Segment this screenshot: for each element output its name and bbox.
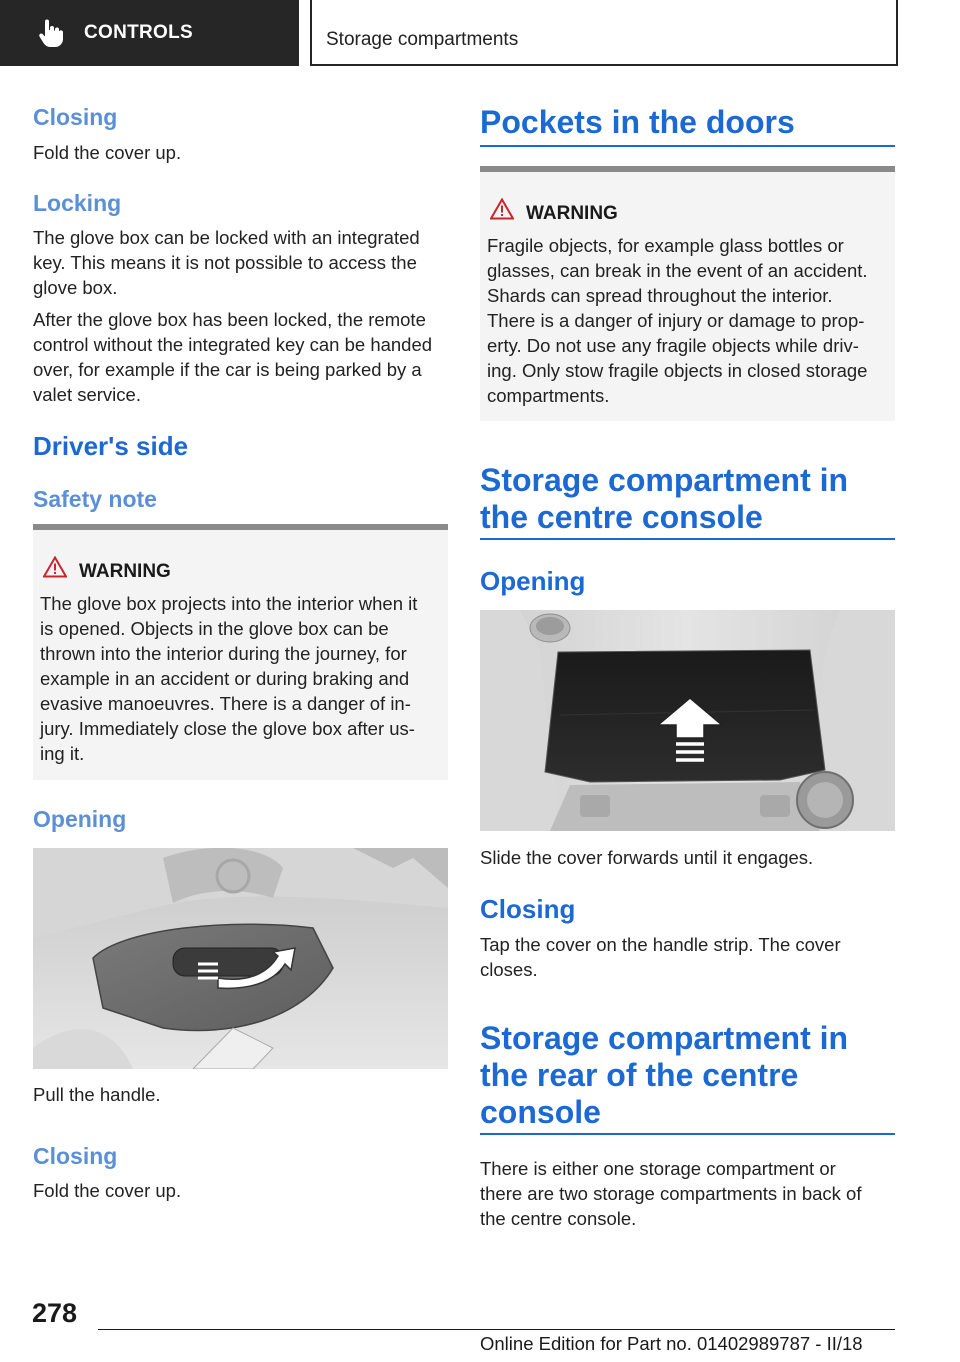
text-line: valet service. [33, 384, 141, 405]
text-line: ing. Only stow fragile objects in closed storage [487, 360, 868, 381]
text-line: jury. Immediately close the glove box after us- [40, 718, 415, 739]
heading-rule [480, 145, 895, 147]
text-line: key. This means it is not possible to access the [33, 252, 417, 273]
rear-compartment-text [480, 1156, 862, 1231]
warning-title: WARNING [526, 203, 618, 224]
centre-console-photo [480, 610, 895, 831]
warning-text [40, 591, 417, 766]
drivers-side-heading: Driver's side [33, 431, 189, 461]
edition-text: Online Edition for Part no. 01402989787 - II/18 [480, 1333, 863, 1354]
text-line: closes. [480, 959, 538, 980]
section-label: CONTROLS [84, 22, 194, 43]
closing-heading-2: Closing [33, 1143, 118, 1169]
hand-pointer-icon [38, 18, 66, 48]
pockets-heading: Pockets in the doors [480, 104, 795, 140]
locking-paragraph-1 [33, 225, 420, 300]
heading-line: console [480, 1094, 601, 1130]
text-line: erty. Do not use any fragile objects while driv- [487, 335, 859, 356]
text-line: there are two storage compartments in back of [480, 1183, 862, 1204]
text-line: The glove box projects into the interior when it [40, 593, 418, 614]
text-line: over, for example if the car is being parked by a [33, 359, 422, 380]
page-topic: Storage compartments [326, 29, 519, 50]
centre-console-heading [480, 462, 848, 536]
text-line: example in an accident or during braking and [40, 668, 410, 689]
text-line: is opened. Objects in the glove box can be [40, 618, 389, 639]
heading-rule [480, 538, 895, 540]
heading-line: the rear of the centre [480, 1057, 799, 1093]
warning-triangle-icon [490, 198, 514, 225]
text-line: glasses, can break in the event of an accident. [487, 260, 868, 281]
heading-rule [480, 1133, 895, 1135]
text-line: glove box. [33, 277, 118, 298]
text-line: ing it. [40, 743, 85, 764]
text-line: Fragile objects, for example glass bottles or [487, 235, 844, 256]
text-line: compartments. [487, 385, 610, 406]
text-line: The glove box can be locked with an integrated [33, 227, 420, 248]
text-line: evasive manoeuvres. There is a danger of in- [40, 693, 411, 714]
glove-box-photo [33, 848, 448, 1069]
heading-line: the centre console [480, 499, 763, 535]
text-line: the centre console. [480, 1208, 637, 1229]
heading-line: Storage compartment in [480, 462, 849, 498]
text-line: Tap the cover on the handle strip. The cover [480, 934, 841, 955]
opening-caption: Slide the cover forwards until it engages. [480, 847, 814, 868]
heading-line: Storage compartment in [480, 1020, 849, 1056]
text-line: After the glove box has been locked, the remote [33, 309, 426, 330]
safety-note-heading: Safety note [33, 486, 157, 512]
footer-rule [98, 1329, 895, 1330]
section-tab [0, 0, 299, 66]
text-line: There is a danger of injury or damage to prop- [487, 310, 865, 331]
warning-triangle-icon [43, 556, 67, 583]
opening-heading: Opening [480, 566, 586, 596]
page-topic-box [310, 0, 898, 66]
rear-compartment-heading [480, 1020, 848, 1131]
closing-heading: Closing [480, 894, 576, 924]
opening-heading: Opening [33, 806, 127, 832]
closing-text: Fold the cover up. [33, 142, 182, 163]
locking-paragraph-2 [33, 307, 432, 407]
closing-text [480, 932, 841, 982]
text-line: thrown into the interior during the journey, for [40, 643, 407, 664]
warning-title: WARNING [79, 561, 171, 582]
locking-heading: Locking [33, 190, 122, 216]
text-line: Shards can spread throughout the interior. [487, 285, 833, 306]
closing-heading: Closing [33, 104, 118, 130]
text-line: control without the integrated key can be handed [33, 334, 433, 355]
warning-text [487, 233, 868, 408]
text-line: There is either one storage compartment or [480, 1158, 836, 1179]
closing-text-2: Fold the cover up. [33, 1180, 182, 1201]
warning-box [480, 166, 895, 421]
warning-box [33, 524, 448, 780]
opening-caption: Pull the handle. [33, 1084, 161, 1105]
page-number: 278 [32, 1298, 78, 1328]
